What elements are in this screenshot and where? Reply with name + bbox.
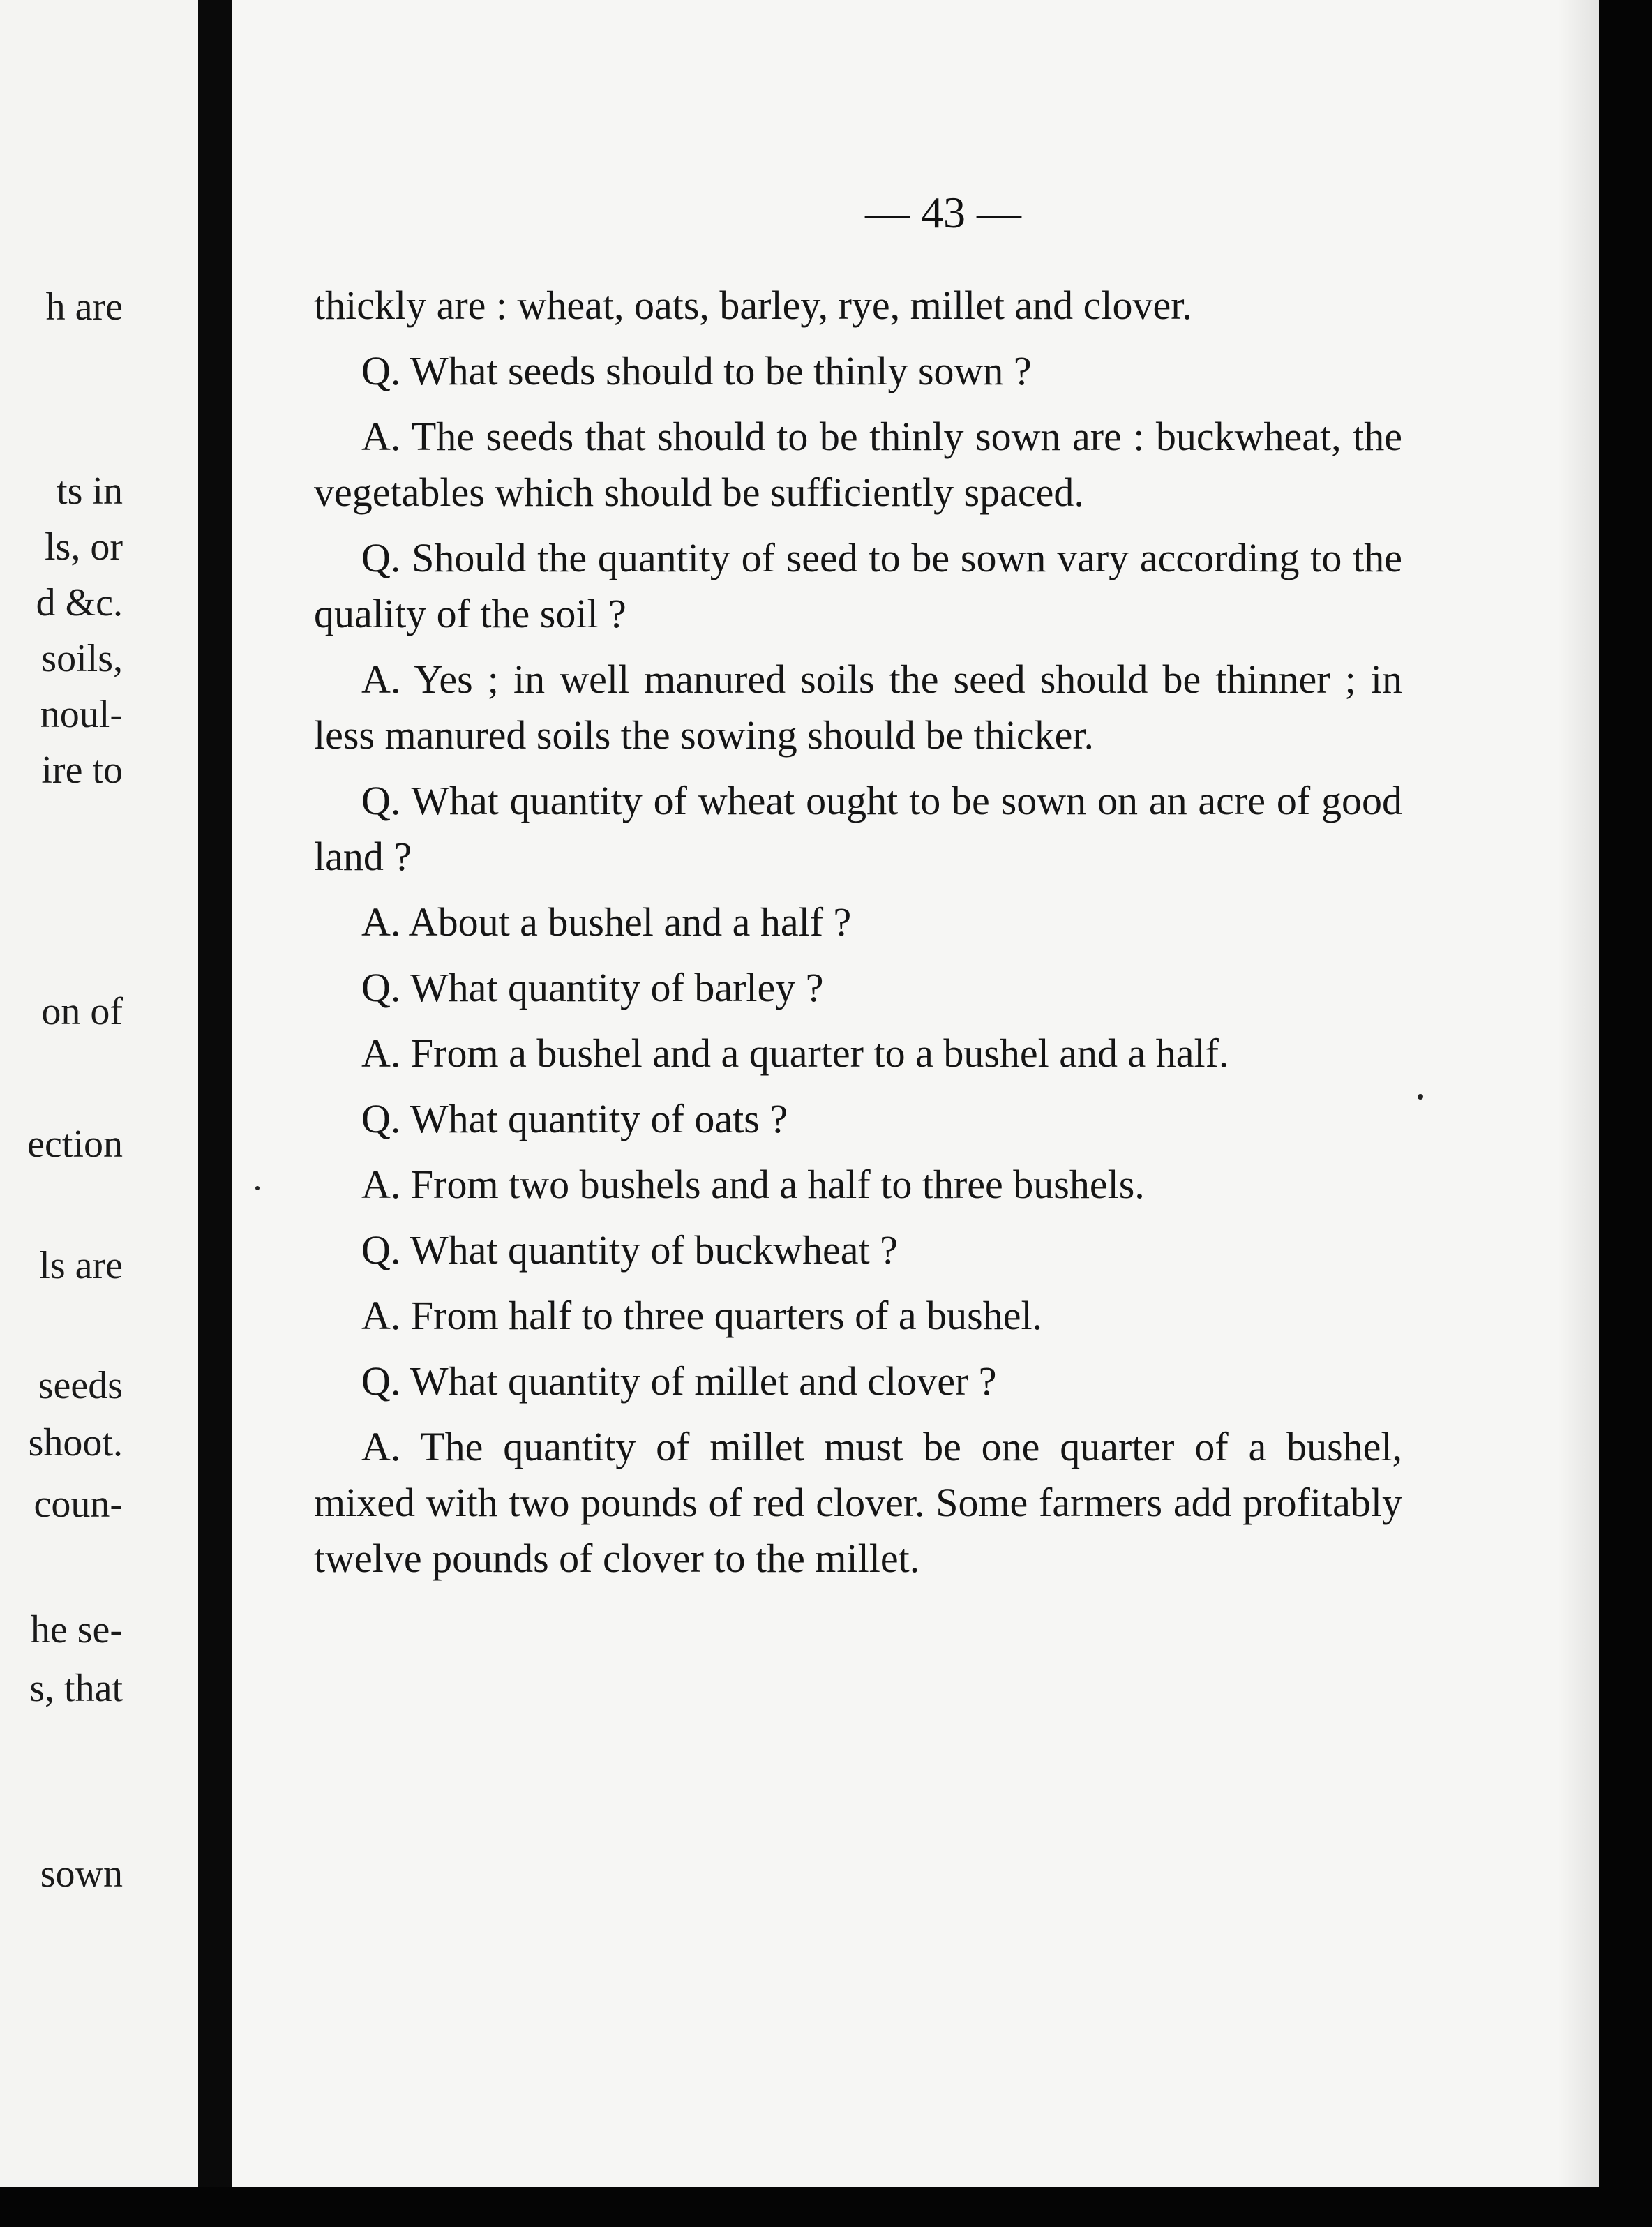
question-paragraph: Q. What quantity of barley ? (361, 965, 824, 1010)
book-page (232, 0, 1599, 2187)
left-fragment-line: ire to (41, 749, 123, 792)
left-fragment-line: ls, or (45, 525, 123, 569)
scan-border-bottom (0, 2187, 1652, 2227)
left-fragment-line: d &c. (36, 581, 123, 624)
page-edge-shadow (1557, 0, 1599, 2187)
left-fragment-line: noul- (40, 693, 123, 736)
answer-paragraph: A. Yes ; in well manured soils the seed should be thinner ; in less manured soils the sowing should be thicker. (314, 657, 1402, 758)
answer-paragraph: A. About a bushel and a half ? (361, 899, 852, 945)
answer-paragraph: A. The quantity of millet must be one quarter of a bushel, mixed with two pounds of red clover. Some farmers add profitably twelve pounds of clover to the millet. (314, 1424, 1402, 1581)
question-paragraph: Q. What quantity of wheat ought to be sown on an acre of good land ? (314, 778, 1402, 879)
answer-paragraph: A. From a bushel and a quarter to a bushel and a half. (361, 1030, 1229, 1076)
left-fragment-line: s, that (29, 1667, 123, 1710)
page-number: — 43 — (865, 188, 1021, 237)
question-paragraph: Q. What seeds should to be thinly sown ? (361, 348, 1032, 393)
left-fragment-line: he se- (30, 1608, 123, 1651)
left-fragment-line: soils, (41, 637, 123, 680)
left-fragment-line: ts in (57, 470, 123, 513)
left-fragment-line: on of (41, 990, 123, 1033)
question-paragraph: Q. Should the quantity of seed to be sown vary according to the quality of the soil ? (314, 535, 1402, 636)
question-paragraph: Q. What quantity of oats ? (361, 1096, 788, 1141)
left-fragment-line: shoot. (28, 1421, 123, 1464)
question-paragraph: Q. What quantity of millet and clover ? (361, 1358, 997, 1404)
question-paragraph: Q. What quantity of buckwheat ? (361, 1227, 898, 1273)
answer-paragraph: A. From half to three quarters of a bushel. (361, 1293, 1043, 1338)
answer-paragraph: A. From two bushels and a half to three bushels. (361, 1162, 1145, 1207)
book-gutter (198, 0, 232, 2227)
left-fragment-line: ls are (39, 1244, 123, 1287)
scan-border-right (1599, 0, 1652, 2227)
left-fragment-line: sown (40, 1852, 123, 1896)
left-fragment-line: seeds (38, 1364, 123, 1407)
scan-speck (1418, 1094, 1423, 1100)
page-body-text (314, 278, 1402, 1596)
scan-speck (255, 1186, 260, 1190)
left-fragment-line: coun- (33, 1483, 123, 1526)
left-fragment-line: ection (27, 1123, 123, 1166)
answer-paragraph: A. The seeds that should to be thinly sown are : buckwheat, the vegetables which should be sufficiently spaced. (314, 414, 1402, 515)
left-fragment-line: h are (45, 285, 123, 329)
previous-page-fragment (0, 0, 198, 2187)
paragraph-continuation: thickly are : wheat, oats, barley, rye, millet and clover. (314, 283, 1192, 328)
